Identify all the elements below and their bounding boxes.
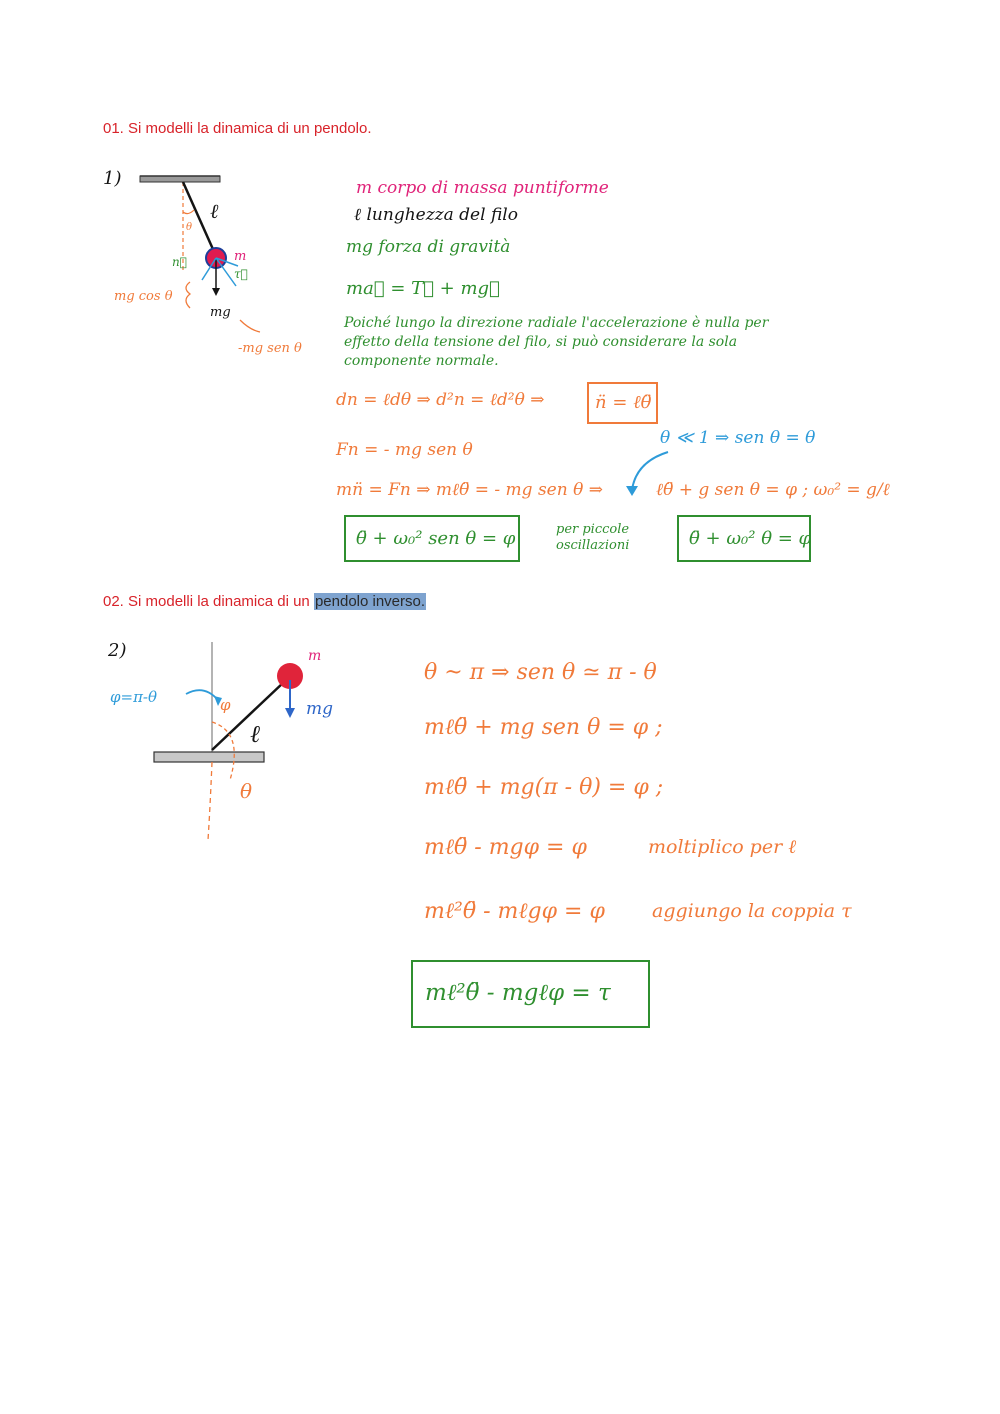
q1-line-newton: ma⃗ = T⃗ + mg⃗ [346, 278, 500, 299]
q1-n-result: n̈ = ℓθ̈ [595, 392, 652, 413]
q2-line-eq3: mℓθ̈ - mgφ = φ [424, 835, 587, 860]
q1-small-oscillations: per piccole oscillazioni [556, 522, 630, 553]
inverted-length-label: ℓ [250, 720, 260, 748]
q2-line-eq2: mℓθ̈ + mg(π - θ) = φ ; [424, 775, 664, 800]
q1-line-text-2: effetto della tensione del filo, si può considerare la sola [344, 334, 738, 350]
phi-definition-label: φ=π-θ [110, 688, 158, 706]
tangent-label: τ⃗ [234, 267, 248, 281]
q2-line-torque: aggiungo la coppia τ [652, 900, 852, 922]
q1-box-linear [677, 515, 811, 562]
q1-line-differential: dn = ℓdθ ⇒ d²n = ℓd²θ ⇒ [336, 390, 545, 410]
ceiling [140, 176, 220, 182]
q2-line-eq1: mℓθ̈ + mg sen θ = φ ; [424, 715, 663, 740]
inverted-mass-label: m [308, 648, 322, 664]
q1-box-nonlinear [344, 515, 520, 562]
phi-label: φ [220, 696, 231, 714]
inverted-weight-label: mg [306, 699, 334, 719]
q1-line-text-1: Poiché lungo la direzione radiale l'accelerazione è nulla per [344, 315, 769, 331]
q1-line-motion: mn̈ = Fn ⇒ mℓθ̈ = - mg sen θ ⇒ [336, 480, 603, 500]
weight-label: mg [210, 305, 231, 320]
q1-linear-eq: θ̈ + ω₀² θ = φ [689, 528, 812, 549]
q1-line-force: Fn = - mg sen θ [336, 440, 473, 460]
question-2-heading-text: 02. Si modelli la dinamica di un [103, 593, 314, 610]
inverted-rod [212, 682, 284, 750]
q2-box-result [411, 960, 650, 1028]
q2-result-eq: mℓ²θ̈ - mgℓφ = τ [425, 980, 611, 1006]
q1-line-reduced: ℓθ̈ + g sen θ = φ ; ω₀² = g/ℓ [656, 480, 890, 500]
q1-nonlinear-eq: θ̈ + ω₀² sen θ = φ [356, 528, 516, 549]
q1-line-mass: m corpo di massa puntiforme [356, 178, 609, 198]
sin-component-label: -mg sen θ [238, 341, 302, 356]
question-1-heading: 01. Si modelli la dinamica di un pendolo. [103, 120, 372, 137]
q2-line-eq4: mℓ²θ̈ - mℓgφ = φ [424, 899, 605, 924]
normal-label: n⃗ [172, 255, 187, 269]
cos-component-label: mg cos θ [114, 289, 173, 304]
theta-label: θ [186, 222, 193, 233]
q1-line-gravity: mg forza di gravità [346, 237, 511, 257]
q1-line-small-angle: θ ≪ 1 ⇒ sen θ = θ [660, 428, 816, 448]
question-2-heading-highlight: pendolo inverso. [314, 593, 426, 610]
inverted-theta-label: θ [240, 779, 253, 803]
question-2-number: 2) [108, 640, 127, 661]
q2-line-approx: θ ~ π ⇒ sen θ ≃ π - θ [424, 660, 657, 685]
q1-box-n-result [587, 382, 658, 424]
ground [154, 752, 264, 762]
q2-line-multiply: moltiplico per ℓ [648, 836, 797, 858]
length-label: ℓ [210, 199, 219, 223]
question-1-number: 1) [103, 168, 122, 189]
question-2-heading [103, 593, 426, 610]
q1-line-length: ℓ lunghezza del filo [354, 205, 518, 225]
pendulum-figure [110, 170, 330, 370]
mass-label: m [234, 249, 247, 264]
q1-line-text-3: componente normale. [344, 353, 499, 369]
inverted-pendulum-figure [108, 640, 358, 860]
